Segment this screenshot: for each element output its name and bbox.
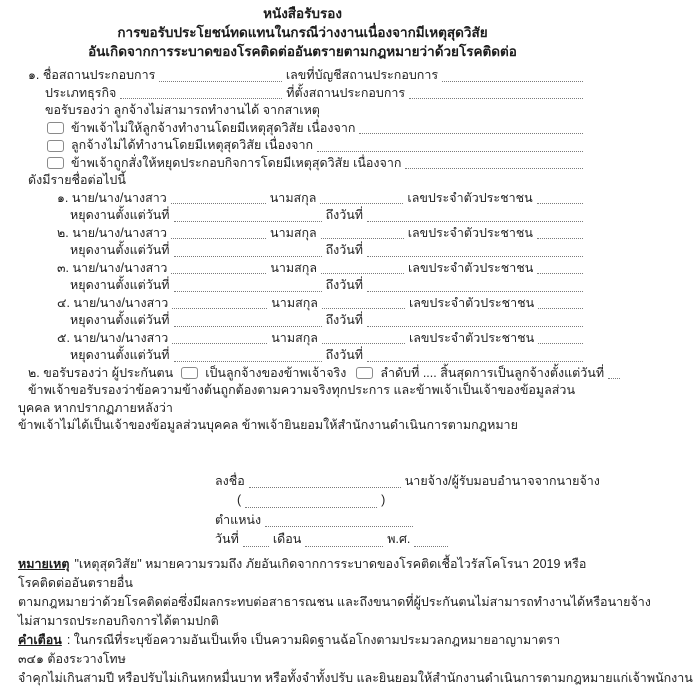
employee-2-stop-date-field[interactable] [174,245,322,257]
stop-from-label: หยุดงานตั้งแต่วันที่ [70,278,170,292]
signature-name-row [237,491,587,511]
section1-number: ๑. [28,68,40,82]
reason-2-label: ลูกจ้างไม่ได้ทำงานโดยมีเหตุสุดวิสัย เนื่องจาก [71,138,314,152]
title-line-3: อันเกิดจากการระบาดของโรคติดต่ออันตรายตามกฎหมายว่าด้วยโรคติดต่อ [88,44,517,59]
employee-1-id-field[interactable] [537,192,583,204]
employee-title-label: นาย/นาง/นางสาว [71,190,167,205]
certify-intro-text: ขอรับรองว่า ลูกจ้างไม่สามารถทำงานได้ จากสาเหตุ [45,103,320,117]
employee-1-number: ๑. [57,190,69,205]
is-employee-checkbox[interactable] [181,367,198,379]
warning-line-2-truncated: จำคุกไม่เกินสามปี หรือปรับไม่เกินหกหมื่นบาท หรือทั้งจำทั้งปรับ และยินยอมให้สำนักงานดำเนินการตามกฎหมายแก่เจ้าพนักงาน [18,670,693,685]
employee-3-end-date-field[interactable] [367,280,583,292]
reason-1-checkbox[interactable] [47,122,64,134]
employee-row [18,190,587,225]
to-date-label: ถึงวันที่ [325,313,364,327]
date-year-field[interactable] [414,535,448,547]
location-field[interactable] [409,87,583,99]
to-date-label: ถึงวันที่ [325,243,364,257]
surname-label: นามสกุล [271,295,318,310]
employee-5-id-field[interactable] [538,332,583,344]
list-intro [28,172,587,190]
citizen-id-label: เลขประจำตัวประชาชน [408,295,535,310]
month-label: เดือน [272,532,302,546]
employee-3-number: ๓. [57,260,70,275]
employee-5-end-date-field[interactable] [367,350,583,362]
employment-end-label: สิ้นสุดการเป็นลูกจ้างตั้งแต่วันที่ [440,365,605,380]
employee-2-name-field[interactable] [171,227,266,239]
employee-2-number: ๒. [57,225,69,240]
citizen-id-label: เลขประจำตัวประชาชน [408,260,534,275]
employee-2-id-field[interactable] [537,227,583,239]
employee-2-surname-field[interactable] [321,227,404,239]
paren-open: ( [237,493,242,507]
reason-3-field[interactable] [405,157,583,169]
employee-row [18,295,587,330]
surname-label: นามสกุล [271,330,318,345]
business-row [45,85,587,103]
employee-title-label: นาย/นาง/นางสาว [73,295,169,310]
employee-title-label: นาย/นาง/นางสาว [72,260,168,275]
year-label: พ.ศ. [387,532,411,546]
stop-from-label: หยุดงานตั้งแต่วันที่ [70,348,170,362]
employee-3-stop-date-field[interactable] [174,280,322,292]
reason-row-1 [45,120,587,138]
warning-line-1: ในกรณีที่ระบุข้อความอันเป็นเท็จ เป็นความผิดฐานฉ้อโกงตามประมวลกฎหมายอาญามาตรา ๓๔๑ ต้องระวางโทษ [18,632,561,666]
declaration-line-2: ข้าพเจ้าไม่ได้เป็นเจ้าของข้อมูลส่วนบุคคล ข้าพเจ้ายินยอมให้สำนักงานดำเนินการตามกฎหมาย [18,418,518,432]
signer-name-field[interactable] [245,496,377,508]
warning-section [18,631,587,669]
employee-1-surname-field[interactable] [320,192,403,204]
employee-4-surname-field[interactable] [322,297,405,309]
employee-title-label: นาย/นาง/นางสาว [72,225,168,240]
employee-4-name-field[interactable] [172,297,267,309]
employee-row [18,225,587,260]
note-line-1: "เหตุสุดวิสัย" หมายความรวมถึง ภัยอันเกิดจากการระบาดของโรคติดเชื้อไวรัสโคโรนา 2019 หรือโรคติดต่ออันตรายอื่น [18,556,587,590]
employee-row [18,260,587,295]
section2-row [28,365,605,383]
citizen-id-label: เลขประจำตัวประชาชน [407,190,533,205]
employment-end-date-field[interactable] [608,367,620,379]
employee-2-end-date-field[interactable] [367,245,583,257]
employee-5-name-field[interactable] [172,332,267,344]
warning-heading: คำเตือน [18,632,62,647]
reason-3-checkbox[interactable] [47,157,64,169]
title-line-1: หนังสือรับรอง [263,6,342,21]
title-line-2: การขอรับประโยชน์ทดแทนในกรณีว่างงานเนื่องจากมีเหตุสุดวิสัย [117,25,488,40]
order-dots[interactable]: .... [422,365,437,380]
note-line-2: ตามกฎหมายว่าด้วยโรคติดต่อซึ่งมีผลกระทบต่อสาธารณชน และถึงขนาดที่ผู้ประกันตนไม่สามารถทำงานได้หรือนายจ้าง [18,594,651,609]
reason-3-label: ข้าพเจ้าถูกสั่งให้หยุดประกอบกิจการโดยมีเหตุสุดวิสัย เนื่องจาก [71,155,402,170]
employee-3-id-field[interactable] [537,262,583,274]
employee-row [18,330,587,365]
signature-block [215,472,600,550]
employee-5-surname-field[interactable] [322,332,405,344]
sign-label: ลงชื่อ [215,473,245,488]
employee-1-stop-date-field[interactable] [174,210,322,222]
employee-4-stop-date-field[interactable] [174,315,322,327]
to-date-label: ถึงวันที่ [325,278,364,292]
section2-certify-label: ขอรับรองว่า ผู้ประกันตน [43,365,174,380]
is-employee-label: เป็นลูกจ้างของข้าพเจ้าจริง [205,365,347,380]
employee-4-id-field[interactable] [538,297,583,309]
reason-row-2 [45,137,587,155]
signature-field[interactable] [249,476,401,488]
signer-role-label: นายจ้าง/ผู้รับมอบอำนาจจากนายจ้าง [404,473,600,488]
establishment-name-label: ชื่อสถานประกอบการ [42,68,156,82]
date-month-field[interactable] [305,535,383,547]
to-date-label: ถึงวันที่ [325,208,364,222]
business-type-field[interactable] [120,87,282,99]
note-line-3: ไม่สามารถประกอบกิจการได้ตามปกติ [18,613,219,628]
date-row [215,530,587,550]
establishment-row [28,67,587,85]
to-date-label: ถึงวันที่ [325,348,364,362]
employee-5-number: ๕. [57,330,70,345]
reason-2-checkbox[interactable] [47,140,64,152]
citizen-id-label: เลขประจำตัวประชาชน [408,330,535,345]
establishment-account-field[interactable] [442,70,583,82]
surname-label: นามสกุล [270,260,318,275]
business-type-label: ประเภทธุรกิจ [45,85,117,100]
stop-from-label: หยุดงานตั้งแต่วันที่ [70,243,170,257]
employee-3-surname-field[interactable] [321,262,404,274]
position-label: ตำแหน่ง [215,512,262,527]
stop-from-label: หยุดงานตั้งแต่วันที่ [70,208,170,222]
date-day-field[interactable] [243,535,269,547]
stop-from-label: หยุดงานตั้งแต่วันที่ [70,313,170,327]
employee-5-stop-date-field[interactable] [174,350,322,362]
signature-row [215,472,600,492]
note-section [18,555,693,688]
document-title [18,4,587,61]
employee-4-number: ๔. [57,295,70,310]
employee-1-end-date-field[interactable] [367,210,583,222]
order-checkbox[interactable] [356,367,373,379]
surname-label: นามสกุล [270,225,317,240]
citizen-id-label: เลขประจำตัวประชาชน [407,225,533,240]
section2-number: ๒. [28,365,40,380]
location-label: ที่ตั้งสถานประกอบการ [286,85,406,100]
reason-1-field[interactable] [359,122,583,134]
establishment-account-label: เลขที่บัญชีสถานประกอบการ [285,68,439,82]
employee-3-name-field[interactable] [171,262,266,274]
reason-row-3 [45,155,587,173]
employee-title-label: นาย/นาง/นางสาว [73,330,169,345]
list-intro-text: ดังมีรายชื่อต่อไปนี้ [28,173,126,187]
employee-4-end-date-field[interactable] [367,315,583,327]
warning-separator: : [66,632,74,647]
paren-close: ) [381,493,386,507]
position-row [215,511,587,531]
date-label: วันที่ [215,532,239,546]
order-label: ลำดับที่ [380,365,420,380]
certify-intro [45,102,587,120]
declaration-line-1: ข้าพเจ้าขอรับรองว่าข้อความข้างต้นถูกต้องตามความจริงทุกประการ และข้าพเจ้าเป็นเจ้าของข้อมูลส่วนบุคคล หากปรากฏภายหลังว่า [18,383,575,415]
note-heading: หมายเหตุ [18,556,70,571]
establishment-name-field[interactable] [159,70,282,82]
reason-2-field[interactable] [317,140,583,152]
employee-1-name-field[interactable] [171,192,266,204]
surname-label: นามสกุล [269,190,317,205]
position-field[interactable] [265,515,413,527]
reason-1-label: ข้าพเจ้าไม่ให้ลูกจ้างทำงานโดยมีเหตุสุดวิสัย เนื่องจาก [71,120,356,135]
